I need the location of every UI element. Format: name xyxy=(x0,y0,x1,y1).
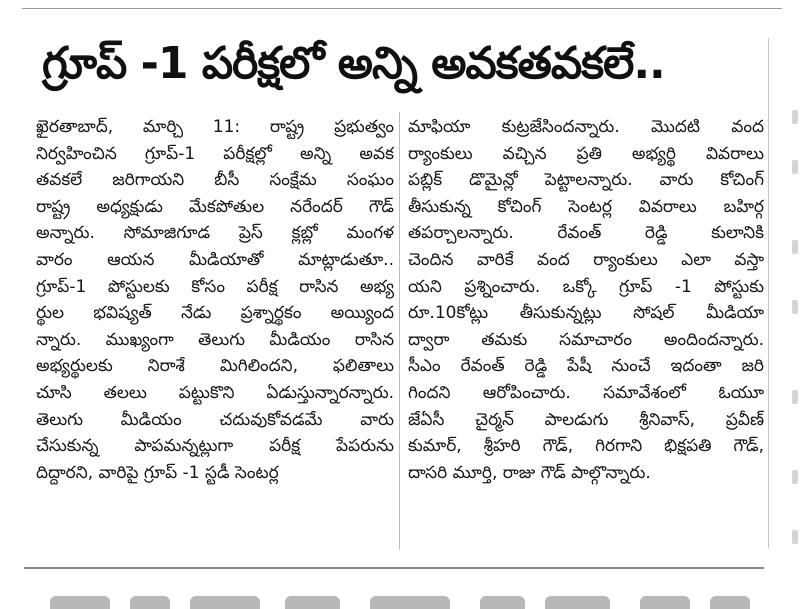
article-line: తపర్చాలన్నారు. రేవంత్ రెడ్డి కులానికి xyxy=(408,223,764,244)
article-column-left xyxy=(36,114,394,486)
article-line: అన్నారు. సోమాజిగూడ ప్రెస్ క్లబ్లో మంగళ xyxy=(36,223,394,244)
article-line: గిందని ఆరోపించారు. సమావేశంలో ఓయూ xyxy=(408,382,764,403)
article-column-right xyxy=(408,114,764,486)
article-line: కుమార్, శ్రీహరి గౌడ్, గిరగాని భిక్షపతి గౌడ్, xyxy=(408,436,764,457)
article-line: అభ్యర్థులకు నిరాశే మిగిలిందని, ఫలితాలు xyxy=(36,356,394,377)
article-line: గ్రూప్-1 పోస్టులకు కోసం పరీక్ష రాసిన అభ్య xyxy=(36,276,394,297)
article-line: తెలుగు మీడియం చదువుకోవడమే వారు xyxy=(36,409,394,430)
article-line: చెందిన వారికే వంద ర్యాంకులు ఎలా వస్తా xyxy=(408,249,764,270)
bottom-rule xyxy=(24,567,764,569)
article-line: తవకలే జరిగాయని బీసీ సంక్షేమ సంఘం xyxy=(36,170,394,191)
column-divider xyxy=(399,112,400,550)
article-line: రాష్ట్ర అధ్యక్షుడు మేకపోతుల నరేందర్ గౌడ్ xyxy=(36,196,394,217)
article-line: చూసి తలలు పట్టుకొని ఏడుస్తున్నారన్నారు. xyxy=(36,382,394,403)
article-line: రూ.10కోట్లు తీసుకున్నట్లు సోషల్ మీడియా xyxy=(408,303,764,324)
article-line: పబ్లిక్ డొమైన్లో పెట్టాలన్నారు. వారు కోచింగ్ xyxy=(408,170,764,191)
article-headline: గ్రూప్ -1 పరీక్షలో అన్ని అవకతవకలే.. xyxy=(42,38,665,89)
article-line: ర్యాంకులు వచ్చిన ప్రతి అభ్యర్థి వివరాలు xyxy=(408,143,764,164)
article-line: సీఎం రేవంత్ రెడ్డి పేషీ నుంచే ఇదంతా జరి xyxy=(408,356,764,377)
article-line: యని ప్రశ్నించారు. ఒక్కో గ్రూప్ -1 పోస్టుకు xyxy=(408,276,764,297)
article-line: ద్వారా తమకు సమాచారం అందిందన్నారు. xyxy=(408,329,764,350)
article-line: ఖైరతాబాద్, మార్చి 11: రాష్ట్ర ప్రభుత్వం xyxy=(36,117,394,137)
article-line: నిర్వహించిన గ్రూప్-1 పరీక్షల్లో అన్ని అవక xyxy=(36,143,394,164)
article-line: ర్థుల భవిష్యత్ నేడు ప్రశ్నార్థకం అయ్యింద xyxy=(36,303,394,324)
article-line: న్నారు. ముఖ్యంగా తెలుగు మీడియం రాసిన xyxy=(36,329,394,350)
article-line: మాఫియా కుట్రజేసిందన్నారు. మొదటి వంద xyxy=(408,117,764,137)
next-article-fragment xyxy=(40,588,760,609)
article-line: జేఏసీ చైర్మన్ పాలడుగు శ్రీనివాస్, ప్రవీణ్ xyxy=(408,409,764,430)
adjacent-column-fragment xyxy=(790,100,800,560)
top-rule xyxy=(22,8,782,9)
right-edge-rule xyxy=(768,38,769,548)
article-line: తీసుకున్న కోచింగ్ సెంటర్ల వివరాలు బహిర్గ xyxy=(408,196,764,217)
article-line: చేసుకున్న పాపమన్నట్లుగా పరీక్ష పేపరును xyxy=(36,436,394,457)
article-line: వారం ఆయన మీడియాతో మాట్లాడుతూ.. xyxy=(36,249,394,270)
article-line: దిద్దారని, వారిపై గ్రూప్ -1 స్టడీ సెంటర్ల xyxy=(36,462,279,483)
article-line: దాసరి మూర్తి, రాజు గౌడ్ పాల్గొన్నారు. xyxy=(408,462,651,483)
